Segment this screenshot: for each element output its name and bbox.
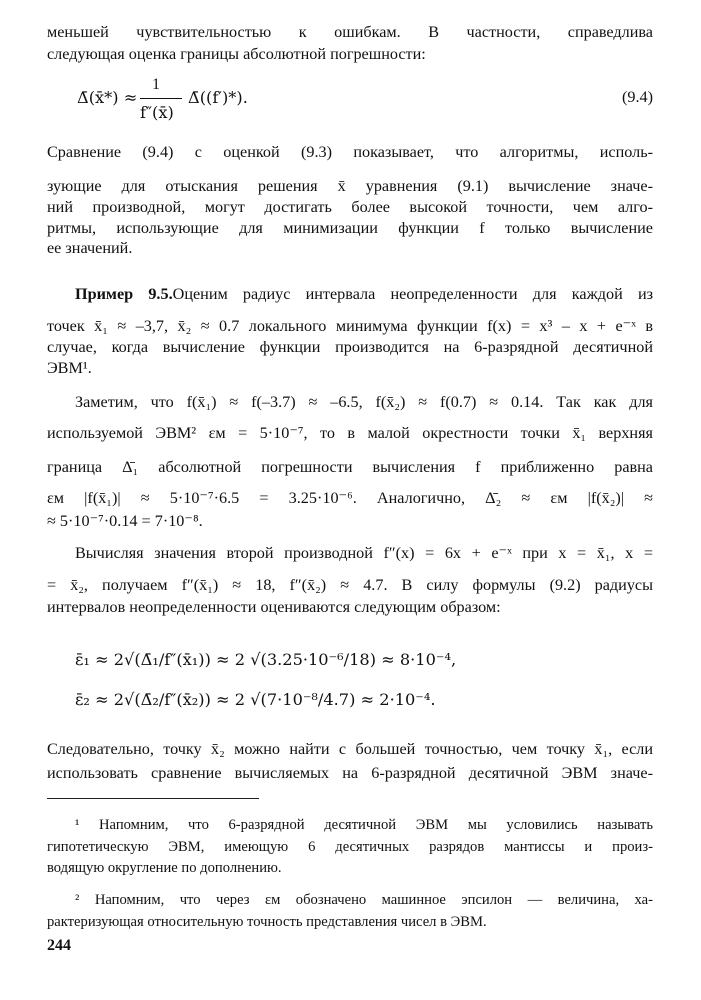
equation-rhs: Δ̄((f′)*).	[188, 88, 248, 107]
text-line: использовать сравнение вычисляемых на 6-разрядной десятичной ЭВМ значе-	[47, 764, 653, 782]
page-number: 244	[47, 937, 71, 954]
equation-numerator: 1	[152, 76, 160, 93]
equation-number: (9.4)	[621, 88, 653, 106]
example-first-line	[75, 284, 653, 304]
text-line: интервалов неопределенности оцениваются следующим образом:	[47, 598, 501, 616]
text-line: Заметим, что f(x̄₁) ≈ f(–3.7) ≈ –6.5, f(x̄₂) ≈ f(0.7) ≈ 0.14. Так как для	[75, 393, 653, 411]
footnote-divider	[47, 798, 259, 799]
example-label: Пример 9.5.	[75, 285, 173, 303]
text-line: Следовательно, точку x̄₂ можно найти с большей точностью, чем точку x̄₁, если	[47, 740, 653, 758]
text-line: ее значений.	[47, 239, 133, 257]
text-line: ний производной, могут достигать более высокой точности, чем алго-	[47, 198, 653, 216]
footnote-2-line: рактеризующая относительную точность представления чисел в ЭВМ.	[47, 914, 487, 930]
footnote-2-line: ² Напомним, что через εм обозначено машинное эпсилон — величина, ха-	[75, 892, 653, 908]
text-line: Сравнение (9.4) с оценкой (9.3) показывает, что алгоритмы, исполь-	[47, 143, 653, 161]
radius-formula-1: ε̄₁ ≈ 2√(Δ̄₁/f″(x̄₁)) ≈ 2 √(3.25·10⁻⁶/18) ≈ 8·10⁻⁴,	[75, 650, 457, 669]
text-line: ЭВМ¹.	[47, 359, 92, 377]
text-line: εм |f(x̄₁)| ≈ 5·10⁻⁷·6.5 = 3.25·10⁻⁶. Аналогично, Δ̄₂ ≈ εм |f(x̄₂)| ≈	[47, 489, 653, 507]
footnote-1-line: гипотетическую ЭВМ, имеющую 6 десятичных разрядов мантиссы и произ-	[47, 839, 653, 855]
radius-formula-2: ε̄₂ ≈ 2√(Δ̄₂/f″(x̄₂)) ≈ 2 √(7·10⁻⁸/4.7) ≈ 2·10⁻⁴.	[75, 690, 436, 709]
text-line: ритмы, использующие для минимизации функции f только вычисление	[47, 219, 653, 237]
footnote-1-line: ¹ Напомним, что 6-разрядной десятичной ЭВМ мы условились называть	[75, 817, 653, 833]
example-text: Оценим радиус интервала неопределенности для каждой из	[172, 285, 653, 303]
text-line: меньшей чувствительностью к ошибкам. В частности, справедлива	[47, 23, 653, 41]
text-line: используемой ЭВМ² εм = 5·10⁻⁷, то в малой окрестности точки x̄₁ верхняя	[47, 424, 653, 442]
text-line: Вычисляя значения второй производной f″(x) = 6x + e⁻ˣ при x = x̄₁, x =	[75, 544, 653, 562]
text-line: следующая оценка границы абсолютной погрешности:	[47, 45, 426, 63]
text-line: ≈ 5·10⁻⁷·0.14 = 7·10⁻⁸.	[47, 512, 203, 530]
text-line: граница Δ̄₁ абсолютной погрешности вычисления f приближенно равна	[47, 458, 653, 476]
equation-lhs: Δ̄(x̄*) ≈	[77, 88, 138, 107]
text-line: = x̄₂, получаем f″(x̄₁) ≈ 18, f″(x̄₂) ≈ 4.7. В силу формулы (9.2) радиусы	[47, 576, 653, 594]
fraction-bar	[140, 98, 182, 99]
equation-denominator: f″(x̄)	[140, 103, 174, 122]
text-line: случае, когда вычисление функции производится на 6-разрядной десятичной	[47, 338, 653, 356]
text-line: точек x̄₁ ≈ –3,7, x̄₂ ≈ 0.7 локального минимума функции f(x) = x³ – x + e⁻ˣ в	[47, 317, 653, 335]
footnote-1-line: водящую округление по дополнению.	[47, 860, 282, 876]
text-line: зующие для отыскания решения x̄ уравнения (9.1) вычисление значе-	[47, 177, 653, 195]
